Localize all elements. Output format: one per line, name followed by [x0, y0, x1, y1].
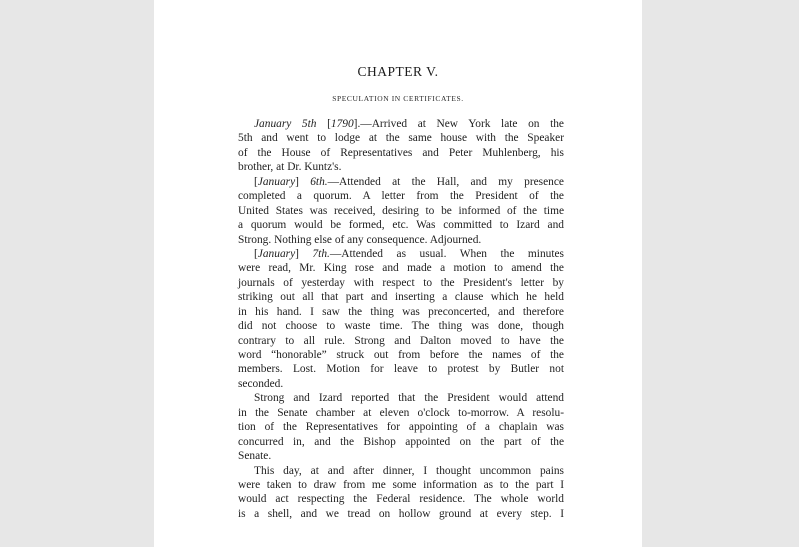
text-line: were taken to draw from me some information as to the part I [238, 478, 564, 491]
text-line: brother, at Dr. Kuntz's. [238, 161, 342, 174]
text-line: Strong. Nothing else of any consequence. Adjourned. [238, 233, 482, 246]
text-line: January 5th [1790].—Arrived at New York late on the [254, 118, 564, 130]
text-line: in his hand. I saw the thing was preconcerted, and therefore [238, 305, 564, 318]
text-line: United States was received, desiring to be informed of the time [238, 204, 564, 217]
text-line: Senate. [238, 450, 272, 463]
chapter-title: CHAPTER V. [357, 64, 439, 79]
text-line: a quorum would be formed, etc. Was committed to Izard and [238, 219, 564, 232]
text-line: tion of the Representatives for appointing of a chaplain was [238, 421, 564, 434]
text-line: word “honorable” struck out from before the names of the [238, 349, 564, 361]
text-line: striking out all that part and inserting a clause which he held [238, 291, 564, 304]
text-line: would act respecting the Federal residence. The whole world [238, 493, 564, 506]
text-line: did not choose to waste time. The thing was done, though [238, 320, 564, 333]
text-line: of the House of Representatives and Peter Muhlenberg, his [238, 146, 564, 159]
chapter-subtitle: SPECULATION IN CERTIFICATES. [332, 94, 464, 103]
body-text [238, 117, 564, 521]
text-line: is a shell, and we tread on hollow ground at every step. I [238, 507, 564, 520]
text-line: in the Senate chamber at eleven o'clock to-morrow. A resolu- [238, 406, 564, 419]
text-line: [January] 6th.—Attended at the Hall, and my presence [254, 175, 564, 188]
text-line: completed a quorum. A letter from the President of the [238, 190, 564, 203]
text-line: members. Lost. Motion for leave to protest by Butler not [238, 363, 564, 376]
text-line: seconded. [238, 377, 284, 390]
text-line: concurred in, and the Bishop appointed on the part of the [238, 435, 564, 448]
text-line: 5th and went to lodge at the same house with the Speaker [238, 132, 564, 145]
text-line: journals of yesterday with respect to the President's letter by [238, 276, 564, 289]
text-line: were read, Mr. King rose and made a motion to amend the [238, 262, 564, 275]
text-line: Strong and Izard reported that the President would attend [254, 392, 564, 405]
text-line: This day, at and after dinner, I thought uncommon pains [254, 464, 564, 477]
document-page [154, 0, 642, 547]
text-line: [January] 7th.—Attended as usual. When the minutes [254, 247, 564, 260]
text-line: contrary to all rule. Strong and Dalton moved to have the [238, 334, 564, 347]
